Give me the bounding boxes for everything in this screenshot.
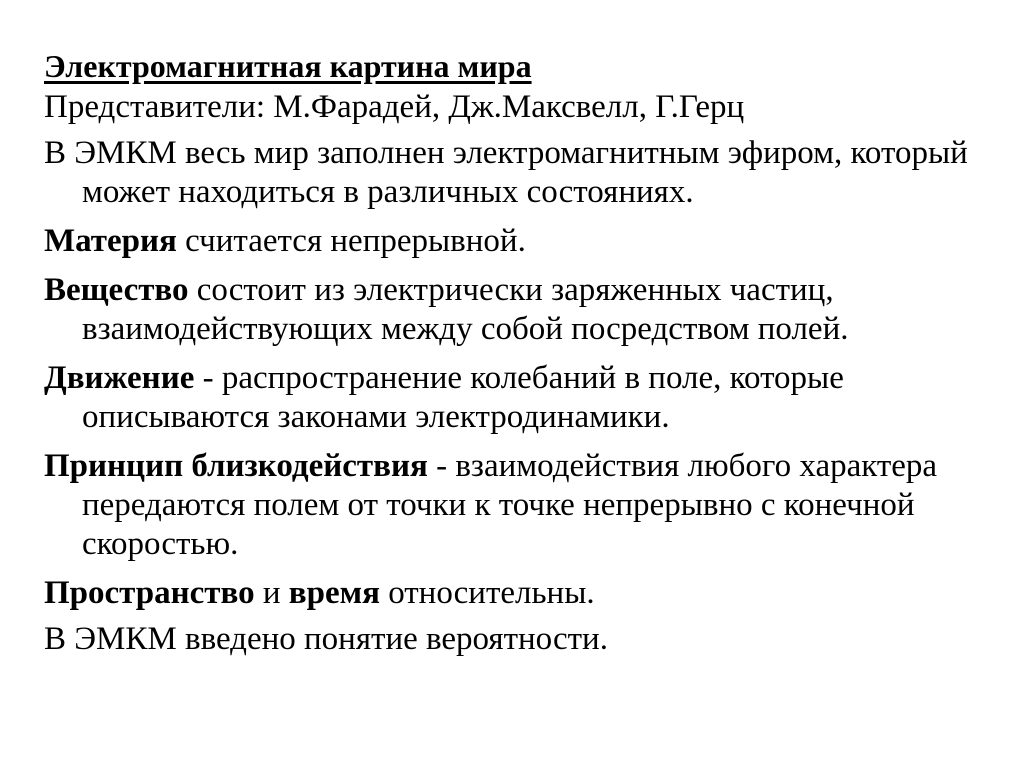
motion-text: - распространение колебаний в поле, которые описываются законами электродинамики.	[82, 360, 844, 435]
slide-content	[44, 46, 1004, 669]
probability-paragraph: В ЭМКМ введено понятие вероятности.	[44, 621, 608, 657]
substance-text: состоит из электрически заряженных частиц, взаимодействующих между собой посредством полей.	[82, 272, 849, 347]
time-term: время	[288, 575, 380, 611]
representatives-line: Представители: М.Фарадей, Дж.Максвелл, Г.Герц	[44, 89, 745, 125]
principle-text: - взаимодействия любого характера передаются полем от точки к точке непрерывно с конечной скоростью.	[82, 448, 938, 562]
space-term: Пространство	[44, 575, 255, 611]
principle-paragraph	[44, 447, 1004, 564]
slide-title: Электромагнитная картина мира	[44, 48, 532, 84]
space-time-text: относительны.	[379, 575, 595, 611]
motion-paragraph	[44, 359, 1004, 437]
space-time-conjunction: и	[254, 575, 289, 611]
ether-paragraph: В ЭМКМ весь мир заполнен электромагнитным эфиром, который может находиться в различных состояниях.	[44, 135, 968, 210]
matter-paragraph	[44, 222, 1004, 261]
matter-text: считается непрерывной.	[176, 223, 526, 259]
substance-term: Вещество	[44, 272, 189, 308]
space-time-paragraph	[44, 574, 1004, 613]
principle-term: Принцип близкодействия	[44, 448, 428, 484]
matter-term: Материя	[44, 223, 177, 259]
motion-term: Движение	[44, 360, 195, 396]
substance-paragraph	[44, 271, 1004, 349]
